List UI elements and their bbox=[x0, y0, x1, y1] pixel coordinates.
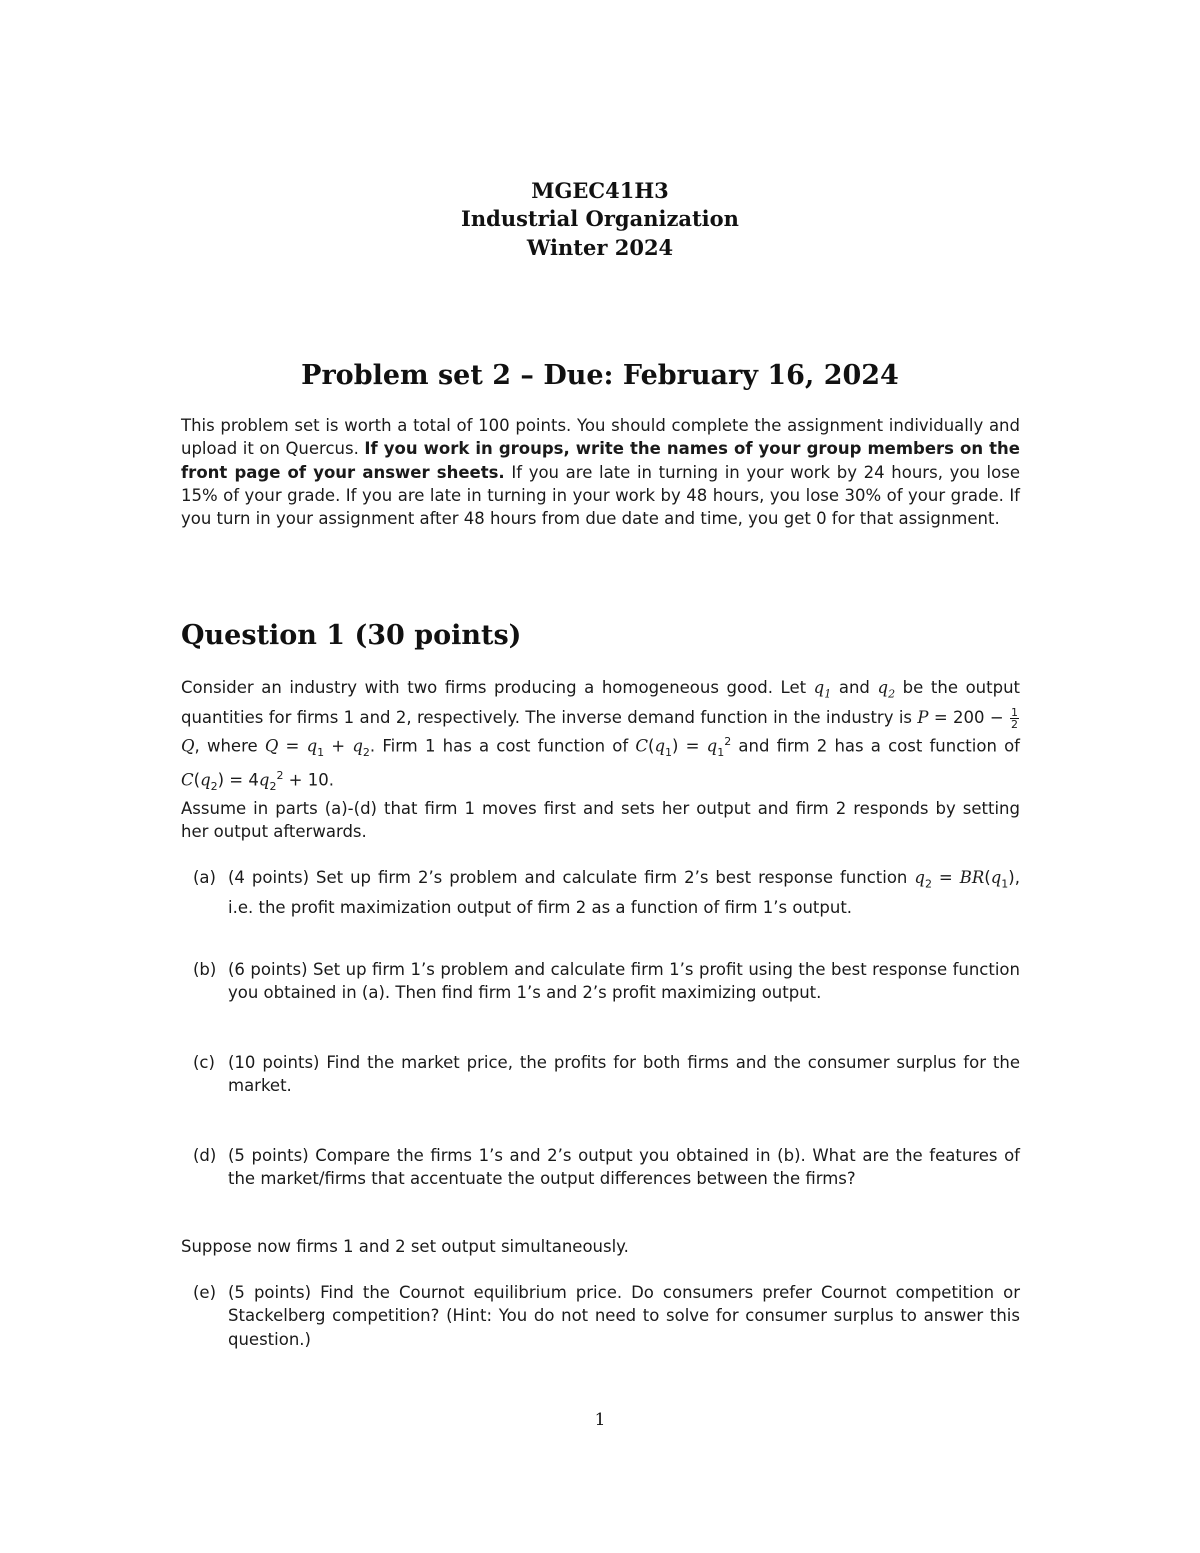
part-e-label: (e) bbox=[193, 1283, 217, 1302]
part-a-text-b: , i.e. the profit maximization output of firm 2 as a function of firm 1’s output. bbox=[228, 868, 1020, 917]
part-c bbox=[181, 1051, 1020, 1098]
part-c-label: (c) bbox=[193, 1053, 215, 1072]
course-code: MGEC41H3 bbox=[531, 178, 669, 203]
setup-text-a: Consider an industry with two firms producing a homogeneous good. Let bbox=[181, 678, 807, 697]
part-a-text: (4 points) Set up firm 2’s problem and calculate firm 2’s best response function $q_2 = BR(q_1)$, i.e. the profit maximization output of firm 2 as a function of firm 1’s output. bbox=[228, 868, 1020, 917]
part-b bbox=[181, 958, 1020, 1005]
part-d-label: (d) bbox=[193, 1146, 217, 1165]
setup-text-d: , where bbox=[194, 736, 258, 756]
simultaneous-intro: Suppose now firms 1 and 2 set output simultaneously. bbox=[181, 1237, 629, 1256]
math-fraction: $\frac{1}{2}$ bbox=[1011, 705, 1019, 731]
part-e bbox=[181, 1281, 1020, 1351]
math-q1: $q_1$ bbox=[813, 678, 832, 701]
setup-text-b: and bbox=[838, 678, 870, 697]
math-demand: P bbox=[917, 707, 929, 727]
part-a-label: (a) bbox=[193, 868, 216, 887]
part-a-text-a: (4 points) Set up firm 2’s problem and calculate firm 2’s best response function bbox=[228, 868, 908, 887]
page-number: 1 bbox=[594, 1410, 606, 1430]
course-term: Winter 2024 bbox=[526, 235, 674, 260]
course-name: Industrial Organization bbox=[461, 206, 739, 231]
part-e-text: (5 points) Find the Cournot equilibrium price. Do consumers prefer Cournot competition or Stackelberg competition? (Hint: You do not need to solve for consumer surplus to answer this question.) bbox=[228, 1283, 1020, 1349]
question-1-heading: Question 1 (30 points) bbox=[181, 620, 522, 651]
intro-bold-note: If you work in groups, write the names of your group members on the front page of your answer sheets. bbox=[181, 439, 1020, 482]
math-total-quantity: Q bbox=[264, 736, 279, 756]
part-b-label: (b) bbox=[193, 960, 217, 979]
part-b-text: (6 points) Set up firm 1’s problem and calculate firm 1’s profit using the best response function you obtained in (a). Then find firm 1’s and 2’s profit maximizing output. bbox=[228, 960, 1020, 1003]
math-q2: $q_2$ bbox=[877, 678, 896, 701]
intro-text-2: If you are late in turning in your work by 24 hours, you lose 15% of your grade. If you are late in turning in your work by 48 hours, you lose 30% of your grade. If you turn in your assignment after 48 hours from due date and time, you get 0 for that assignment. bbox=[181, 462, 1020, 529]
part-c-text: (10 points) Find the market price, the profits for both firms and the consumer surplus for the market. bbox=[228, 1053, 1020, 1096]
problem-set-title: Problem set 2 – Due: February 16, 2024 bbox=[301, 360, 899, 391]
part-a bbox=[181, 866, 1020, 919]
setup-text-f: and firm 2 has a cost function of bbox=[738, 736, 1020, 756]
intro-paragraph bbox=[181, 414, 1020, 530]
part-d-text: (5 points) Compare the firms 1’s and 2’s output you obtained in (b). What are the features of the market/firms that accentuate the output differences between the firms? bbox=[228, 1146, 1020, 1189]
intro-text-1: This problem set is worth a total of 100 points. You should complete the assignment individually and upload it on Quercus. bbox=[181, 416, 1020, 459]
math-cost-2: C bbox=[181, 770, 194, 790]
math-best-response: q bbox=[914, 868, 925, 887]
part-d bbox=[181, 1144, 1020, 1191]
setup-text-e: . Firm 1 has a cost function of bbox=[369, 736, 629, 756]
parts-intro: Assume in parts (a)-(d) that firm 1 moves first and sets her output and firm 2 responds by setting her output afterwards. bbox=[181, 799, 1020, 842]
question-1-setup: Consider an industry with two firms producing a homogeneous good. Let $q_1$ and $q_2$ be the output quantities for firms 1 and 2, respectively. The inverse demand function in the industry is P = 200 − $\frac{1}{2}$ Q, where $Q = q_1 + q_2$. Firm 1 has a cost function of $C(q_1) = q_1^2$ and firm 2 has a cost function of $C(q_2) = 4q_2^2 + 10$. bbox=[181, 678, 1020, 793]
math-cost-1: C bbox=[635, 736, 648, 756]
setup-text-c: be the output quantities for firms 1 and 2, respectively. The inverse demand function in the industry is bbox=[181, 678, 1020, 727]
